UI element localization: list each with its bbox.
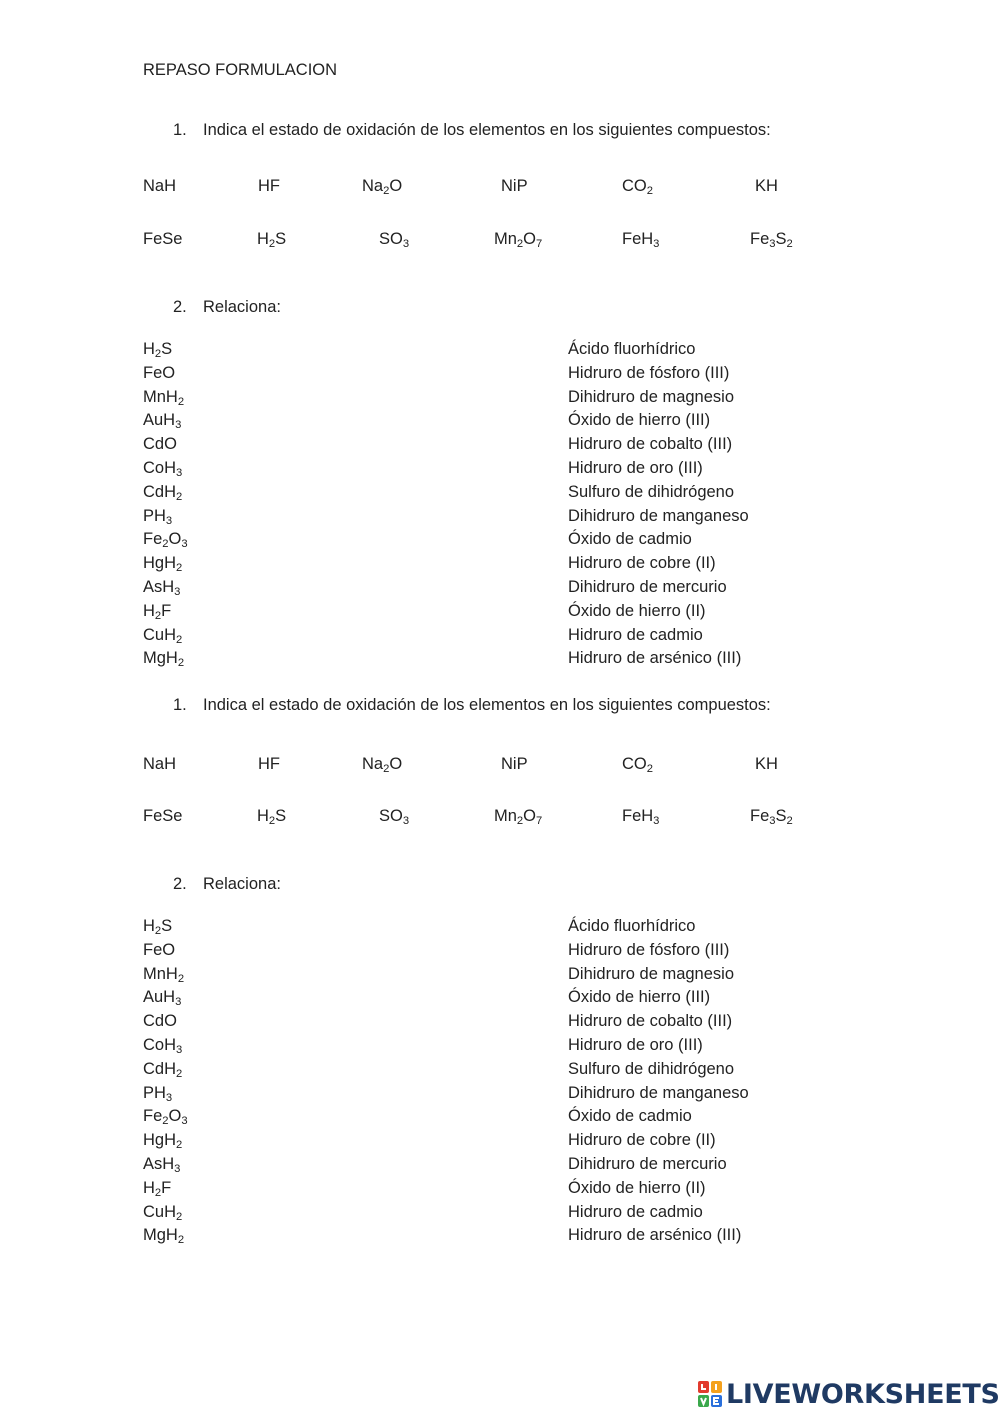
formula-cell: $CO_2$ (622, 755, 653, 776)
formula-cell: HF (258, 177, 280, 195)
formula-cell: $SO_3$ (379, 807, 410, 828)
list-item: $H_2F$ (143, 601, 172, 622)
formula-list (143, 338, 188, 671)
list-item: $H_2S$ (143, 340, 173, 361)
formula-cell: HF (258, 755, 280, 773)
formula-cell: $H_2S$ (257, 230, 287, 251)
list-item: Sulfuro de dihidrógeno (568, 482, 735, 501)
list-item: CoH$_3$ (143, 1035, 183, 1057)
list-item: Óxido de hierro (II) (568, 601, 706, 620)
question-1-number: 1. (173, 696, 187, 714)
formula-cell: $CO_2$ (622, 177, 653, 198)
list-item: Óxido de cadmio (568, 1107, 692, 1126)
logo-block-1 (698, 1381, 709, 1393)
list-item: MnH$_2$ (143, 387, 185, 408)
list-item: HgH$_2$ (143, 554, 183, 575)
formula-cell: FeH$_3$ (622, 807, 660, 828)
formula-cell: NiP (501, 755, 528, 773)
list-item: MgH$_2$ (143, 1226, 185, 1247)
list-item: Ácido fluorhídrico (568, 917, 696, 935)
list-item: Dihidruro de manganeso (568, 1083, 749, 1102)
formula-row-1 (0, 177, 1000, 201)
formula-cell: FeH$_3$ (622, 230, 660, 251)
list-item: Dihidruro de magnesio (568, 387, 735, 406)
list-item: Hidruro de arsénico (III) (568, 1226, 742, 1245)
list-item: Hidruro de fósforo (III) (568, 940, 730, 959)
list-item: Hidruro de cobre (II) (568, 554, 716, 573)
formula-cell: NaH (143, 755, 177, 773)
list-item: Óxido de hierro (II) (568, 1178, 706, 1197)
list-item: $PH_3$ (143, 1083, 173, 1104)
list-item: Dihidruro de magnesio (568, 964, 735, 983)
question-2-text: Relaciona: (203, 875, 281, 893)
formula-cell: KH (755, 177, 778, 195)
list-item: Hidruro de fósforo (III) (568, 363, 730, 382)
list-item: Hidruro de cobalto (III) (568, 1012, 733, 1031)
list-item: $Fe_2O_3$ (143, 1107, 188, 1128)
question-2-text: Relaciona: (203, 298, 281, 316)
list-item: Hidruro de arsénico (III) (568, 649, 742, 668)
list-item: Dihidruro de mercurio (568, 1154, 727, 1173)
brand-name: LIVEWORKSHEETS (726, 1378, 1000, 1410)
formula-cell: NiP (501, 177, 528, 195)
formula-row-2 (0, 807, 1000, 831)
list-item: $PH_3$ (143, 506, 173, 527)
list-item: AsH$_3$ (143, 1154, 181, 1176)
formula-cell: $H_2S$ (257, 807, 287, 828)
liveworksheets-logo-icon (698, 1381, 722, 1407)
list-item: $H_2F$ (143, 1178, 172, 1199)
formula-cell: $Fe_3S_2$ (750, 807, 793, 828)
list-item: Óxido de cadmio (568, 530, 692, 549)
formula-list (143, 915, 188, 1248)
list-item: AsH$_3$ (143, 577, 181, 599)
formula-cell: $SO_3$ (379, 230, 410, 251)
formula-cell: FeSe (143, 230, 183, 248)
name-list (568, 338, 749, 671)
list-item: Hidruro de oro (III) (568, 458, 703, 477)
list-item: $H_2S$ (143, 917, 173, 938)
page-title: REPASO FORMULACION (143, 61, 338, 79)
liveworksheets-logo[interactable] (698, 1378, 1000, 1410)
formula-cell: KH (755, 755, 778, 773)
list-item: Hidruro de cadmio (568, 1202, 703, 1221)
list-item: FeO (143, 940, 176, 959)
list-item: Hidruro de cobre (II) (568, 1131, 716, 1150)
question-1-number: 1. (173, 121, 187, 139)
question-1-text: Indica el estado de oxidación de los elementos en los siguientes compuestos: (203, 121, 771, 139)
question-2-number: 2. (173, 875, 187, 893)
list-item: Hidruro de cadmio (568, 625, 703, 644)
formula-cell: $Mn_2O_7$ (494, 807, 543, 828)
list-item: FeO (143, 363, 176, 382)
question-1-text: Indica el estado de oxidación de los elementos en los siguientes compuestos: (203, 696, 771, 714)
list-item: CdH$_2$ (143, 482, 183, 503)
formula-cell: $Na_2O$ (362, 755, 403, 776)
formula-cell: NaH (143, 177, 177, 195)
list-item: CdO (143, 1012, 177, 1031)
list-item: CoH$_3$ (143, 458, 183, 480)
formula-cell: FeSe (143, 807, 183, 825)
name-list (568, 915, 749, 1248)
list-item: Dihidruro de mercurio (568, 577, 727, 596)
list-item: AuH$_3$ (143, 988, 182, 1009)
list-item: CdH$_2$ (143, 1059, 183, 1080)
formula-row-2 (0, 230, 1000, 254)
list-item: HgH$_2$ (143, 1131, 183, 1152)
list-item: Hidruro de cobalto (III) (568, 435, 733, 454)
list-item: CuH$_2$ (143, 625, 183, 646)
list-item: $Fe_2O_3$ (143, 530, 188, 551)
question-2-number: 2. (173, 298, 187, 316)
formula-cell: $Na_2O$ (362, 177, 403, 198)
list-item: CuH$_2$ (143, 1202, 183, 1223)
formula-row-1 (0, 755, 1000, 779)
list-item: AuH$_3$ (143, 411, 182, 432)
formula-cell: $Mn_2O_7$ (494, 230, 543, 251)
list-item: Hidruro de oro (III) (568, 1035, 703, 1054)
list-item: Óxido de hierro (III) (568, 988, 711, 1007)
list-item: Óxido de hierro (III) (568, 411, 711, 430)
list-item: Ácido fluorhídrico (568, 340, 696, 358)
list-item: Sulfuro de dihidrógeno (568, 1059, 735, 1078)
list-item: MnH$_2$ (143, 964, 185, 985)
formula-cell: $Fe_3S_2$ (750, 230, 793, 251)
list-item: CdO (143, 435, 177, 454)
list-item: Dihidruro de manganeso (568, 506, 749, 525)
list-item: MgH$_2$ (143, 649, 185, 670)
